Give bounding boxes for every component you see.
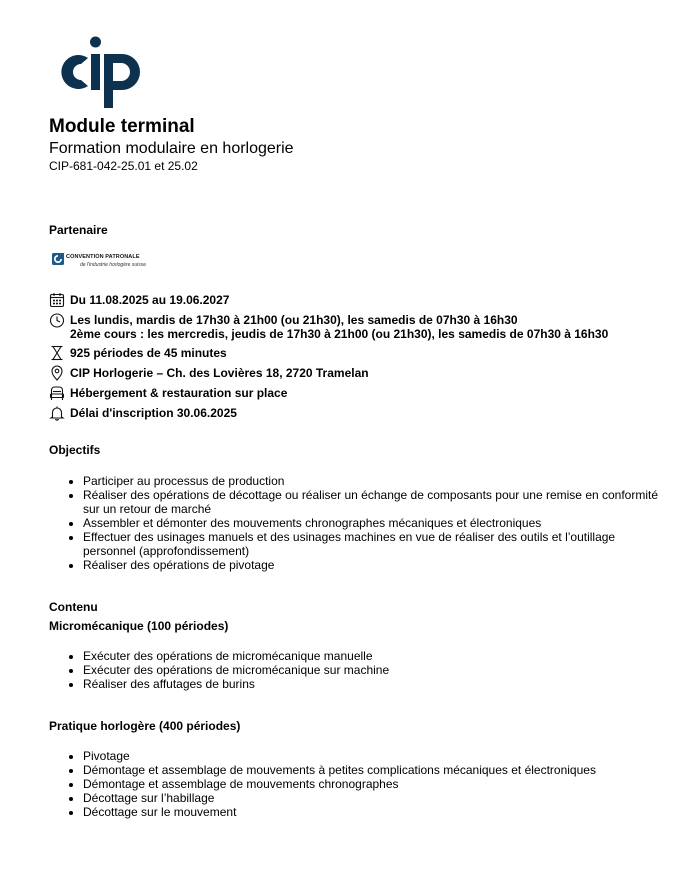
info-deadline-text: Délai d'inscription 30.06.2025	[70, 406, 237, 420]
partner-logo	[52, 253, 659, 275]
watchmaking-practice-heading: Pratique horlogère (400 périodes)	[49, 719, 241, 733]
info-periods-text: 925 périodes de 45 minutes	[70, 346, 227, 360]
location-pin-icon	[49, 365, 65, 381]
calendar-icon	[49, 292, 65, 308]
list-item: • Décottage sur le mouvement	[83, 805, 659, 819]
list-item: • Effectuer des usinages manuels et des usinages machines en vue de réaliser des outils et l’outillage personnel (approfondissement)	[83, 530, 659, 558]
partner-logo-sub: de l'industrie horlogère suisse	[80, 262, 146, 268]
clock-icon	[49, 312, 65, 328]
info-schedule	[49, 312, 659, 341]
partner-heading: Partenaire	[49, 223, 108, 237]
info-deadline	[49, 405, 659, 421]
info-location-text: CIP Horlogerie – Ch. des Lovières 18, 2720 Tramelan	[70, 366, 369, 380]
hourglass-icon	[49, 345, 65, 361]
info-dates-text: Du 11.08.2025 au 19.06.2027	[70, 293, 230, 307]
list-item: • Exécuter des opérations de micromécanique sur machine	[83, 663, 659, 677]
objectives-heading: Objectifs	[49, 443, 101, 457]
info-accommodation-text: Hébergement & restauration sur place	[70, 386, 288, 400]
objectives-list	[49, 474, 659, 572]
content-heading: Contenu	[49, 600, 98, 614]
micromechanics-list	[49, 649, 659, 691]
document-page	[49, 36, 659, 819]
micromechanics-heading: Micromécanique (100 périodes)	[49, 619, 229, 633]
page-subtitle: Formation modulaire en horlogerie	[49, 140, 294, 157]
list-item: • Participer au processus de production	[83, 474, 659, 488]
list-item: • Réaliser des affutages de burins	[83, 677, 659, 691]
list-item: • Démontage et assemblage de mouvements chronographes	[83, 777, 659, 791]
convention-patronale-logo-icon	[52, 253, 64, 265]
list-item: • Démontage et assemblage de mouvements à petites complications mécaniques et électroniques	[83, 763, 659, 777]
list-item: • Décottage sur l’habillage	[83, 791, 659, 805]
course-code: CIP-681-042-25.01 et 25.02	[49, 159, 198, 173]
info-accommodation	[49, 385, 659, 401]
bed-icon	[49, 385, 65, 401]
info-dates	[49, 292, 659, 308]
info-periods	[49, 345, 659, 361]
partner-logo-name: CONVENTION PATRONALE	[66, 254, 140, 260]
cip-logo	[54, 36, 154, 108]
list-item: • Exécuter des opérations de micromécanique manuelle	[83, 649, 659, 663]
watchmaking-practice-list	[49, 749, 659, 819]
list-item: • Pivotage	[83, 749, 659, 763]
info-schedule-line-2: 2ème cours : les mercredis, jeudis de 17h30 à 21h00 (ou 21h30), les samedis de 07h30 à 16h30	[70, 327, 609, 341]
list-item: • Réaliser des opérations de pivotage	[83, 558, 659, 572]
page-title: Module terminal	[49, 116, 195, 137]
list-item: • Assembler et démonter des mouvements chronographes mécaniques et électroniques	[83, 516, 659, 530]
course-info-list	[49, 292, 659, 421]
info-location	[49, 365, 659, 381]
bell-icon	[49, 405, 65, 421]
list-item: • Réaliser des opérations de décottage ou réaliser un échange de composants pour une remise en conformité sur un retour de marché	[83, 488, 659, 516]
info-schedule-line-1: Les lundis, mardis de 17h30 à 21h00 (ou 21h30), les samedis de 07h30 à 16h30	[70, 313, 518, 327]
